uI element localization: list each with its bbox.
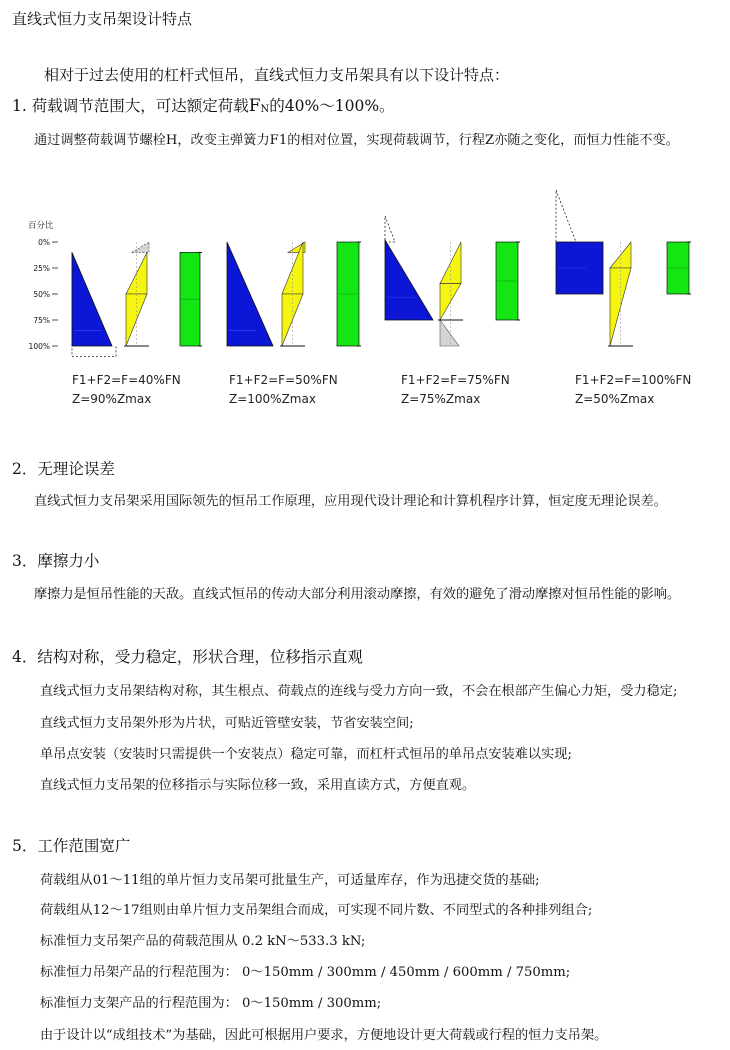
sec4-line-2: 直线式恒力支吊架外形为片状，可贴近管壁安装，节省安装空间; bbox=[40, 716, 414, 731]
gray-aux-triangle bbox=[132, 242, 149, 252]
panel-2-travel-caption: Z=100%Zmax bbox=[229, 392, 316, 406]
section-1-heading-text: 荷载调节范围大，可达额定荷载 bbox=[31, 97, 249, 115]
y-tick-label: 75% bbox=[33, 316, 50, 325]
panel-4-travel-caption: Z=50%Zmax bbox=[575, 392, 655, 406]
sec2-heading: 2．无理论误差 bbox=[12, 460, 115, 478]
diagram-panels bbox=[72, 190, 691, 356]
panel-2-force-caption: F1+F2=F=50%FN bbox=[229, 373, 338, 387]
sec3-line-1: 摩擦力是恒吊性能的天敌。直线式恒吊的传动大部分利用滚动摩擦，有效的避免了滑动摩擦对恒吊性能的影响。 bbox=[34, 587, 681, 602]
sec5-heading: 5．工作范围宽广 bbox=[12, 837, 131, 855]
section-1-number: 1. bbox=[12, 97, 27, 115]
section-1-heading bbox=[12, 94, 395, 116]
diagram-panel-3 bbox=[385, 216, 520, 346]
sec4-line-3: 单吊点安装（安装时只需提供一个安装点）稳定可靠，而杠杆式恒吊的单吊点安装难以实现; bbox=[40, 747, 572, 762]
blue-force-triangle bbox=[385, 240, 433, 320]
sec5-line-3: 标准恒力支吊架产品的荷载范围从 0.2 kN～533.3 kN; bbox=[40, 934, 366, 949]
sec5-line-4: 标准恒力吊架产品的行程范围为： 0～150mm / 300mm / 450mm / 600mm / 750mm; bbox=[40, 965, 571, 980]
y-tick-label: 50% bbox=[33, 290, 50, 299]
sec5-line-6: 由于设计以“成组技术”为基础，因此可根据用户要求，方便地设计更大荷载或行程的恒力支吊架。 bbox=[40, 1028, 608, 1043]
reference-outline bbox=[556, 190, 576, 242]
panel-3-force-caption: F1+F2=F=75%FN bbox=[401, 373, 510, 387]
sec5-line-2: 荷载组从12～17组则由单片恒力支吊架组合而成，可实现不同片数、不同型式的各种排列组合; bbox=[40, 903, 593, 918]
sec2-line-1: 直线式恒力支吊架采用国际领先的恒吊工作原理，应用现代设计理论和计算机程序计算，恒定度无理论误差。 bbox=[34, 494, 667, 509]
sec3-heading: 3．摩擦力小 bbox=[12, 552, 100, 570]
fn-symbol: $F_N$ bbox=[248, 96, 270, 116]
blue-force-triangle bbox=[72, 252, 112, 346]
panel-1-force-caption: F1+F2=F=40%FN bbox=[72, 373, 181, 387]
diagram-panel-2 bbox=[227, 242, 361, 346]
sec4-heading: 4．结构对称，受力稳定，形状合理，位移指示直观 bbox=[12, 648, 363, 666]
sec5-line-5: 标准恒力支架产品的行程范围为： 0～150mm / 300mm; bbox=[40, 996, 382, 1011]
panel-3-travel-caption: Z=75%Zmax bbox=[401, 392, 481, 406]
panel-4-force-caption: F1+F2=F=100%FN bbox=[575, 373, 692, 387]
section-1-description: 通过调整荷载调节螺栓H，改变主弹簧力F1的相对位置，实现荷载调节，行程Z亦随之变化，而恒力性能不变。 bbox=[34, 133, 679, 148]
gray-aux-triangle bbox=[440, 320, 459, 346]
intro-text: 相对于过去使用的杠杆式恒吊，直线式恒力支吊架具有以下设计特点： bbox=[44, 66, 510, 84]
section-1-heading-range: 的40%～100%。 bbox=[269, 97, 395, 115]
diagram-panel-4 bbox=[556, 190, 691, 346]
y-axis-ticks bbox=[29, 238, 58, 351]
sec4-line-1: 直线式恒力支吊架结构对称，其生根点、荷载点的连线与受力方向一致，不会在根部产生偏心力矩，受力稳定; bbox=[40, 684, 678, 699]
reference-outline bbox=[385, 216, 395, 242]
sec5-line-1: 荷载组从01～11组的单片恒力支吊架可批量生产，可适量库存，作为迅捷交货的基础; bbox=[40, 873, 540, 888]
panel-1-travel-caption: Z=90%Zmax bbox=[72, 392, 152, 406]
sec4-line-4: 直线式恒力支吊架的位移指示与实际位移一致，采用直读方式，方便直观。 bbox=[40, 778, 476, 793]
y-tick-label: 100% bbox=[28, 342, 50, 351]
y-tick-label: 0% bbox=[38, 238, 50, 247]
diagram-panel-1 bbox=[72, 242, 202, 356]
y-axis-label: 百分比 bbox=[28, 221, 54, 231]
page-title: 直线式恒力支吊架设计特点 bbox=[12, 10, 193, 28]
y-tick-label: 25% bbox=[33, 264, 50, 273]
